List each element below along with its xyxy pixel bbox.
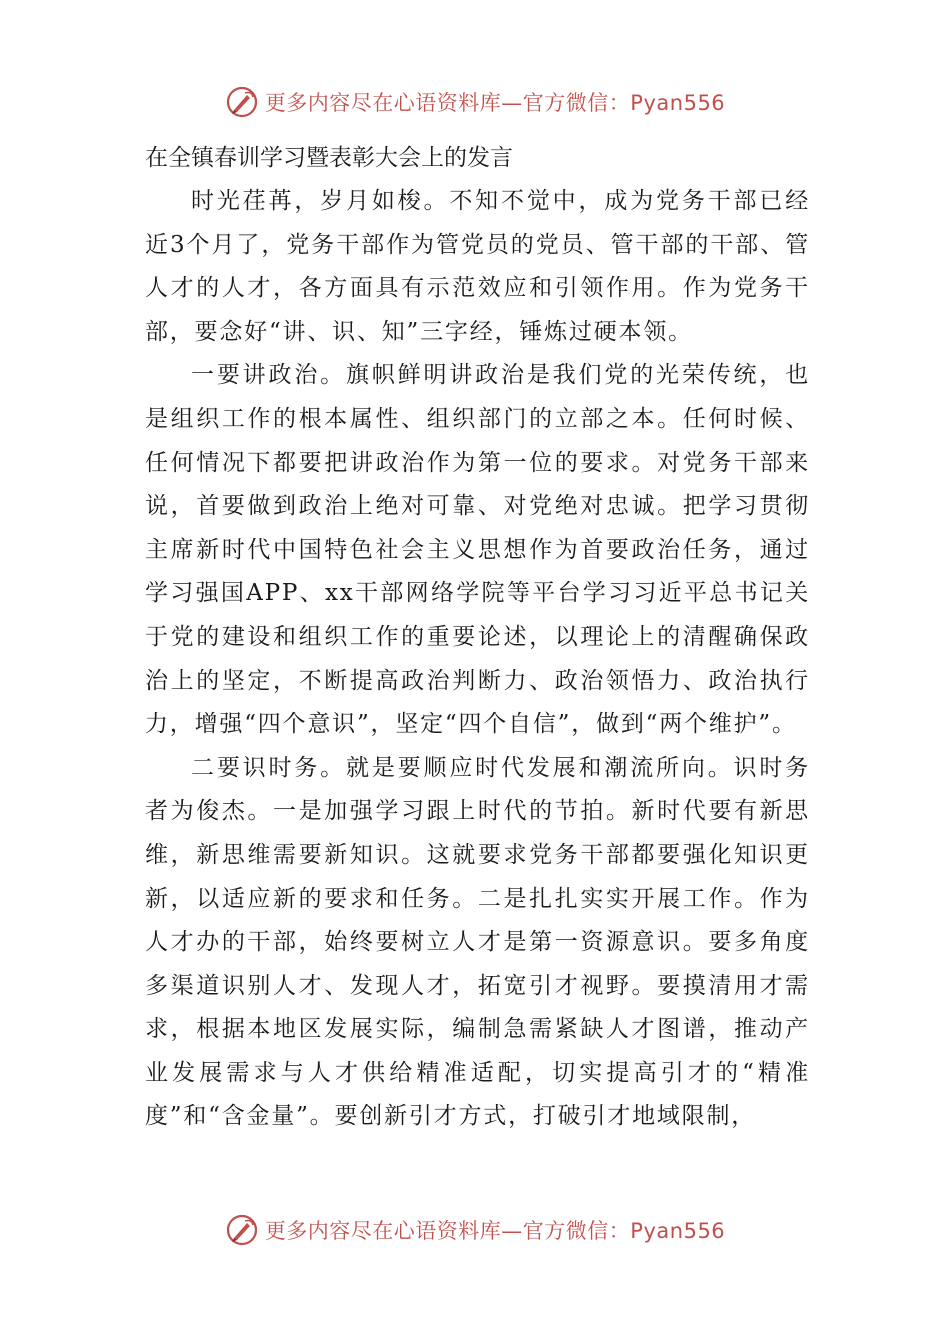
watermark-footer xyxy=(0,1210,950,1250)
document-title: 在全镇春训学习暨表彰大会上的发言 xyxy=(145,145,513,171)
watermark-text: 更多内容尽在心语资料库—官方微信：Pyan556 xyxy=(264,91,726,115)
document-body xyxy=(145,136,810,1139)
paragraph-current-affairs: 二要识时务。就是要顺应时代发展和潮流所向。识时务者为俊杰。一是加强学习跟上时代的节拍。新时代要有新思维，新思维需要新知识。这就要求党务干部都要强化知识更新，以适应新的要求和任务。二是扎扎实实开展工作。作为人才办的干部，始终要树立人才是第一资源意识。要多角度多渠道识别人才、发现人才，拓宽引才视野。要摸清用才需求，根据本地区发展实际，编制急需紧缺人才图谱，推动产业发展需求与人才供给精准适配，切实提高引才的“精准度”和“含金量”。要创新引才方式，打破引才地域限制， xyxy=(145,754,810,1130)
watermark-text: 更多内容尽在心语资料库—官方微信：Pyan556 xyxy=(264,1219,726,1243)
paragraph-intro: 时光荏苒，岁月如梭。不知不觉中，成为党务干部已经近3个月了，党务干部作为管党员的党员、管干部的干部、管人才的人才，各方面具有示范效应和引领作用。作为党务干部，要念好“讲、识、知”三字经，锤炼过硬本领。 xyxy=(145,188,810,345)
pen-logo-icon xyxy=(225,85,259,119)
paragraph-politics: 一要讲政治。旗帜鲜明讲政治是我们党的光荣传统，也是组织工作的根本属性、组织部门的立部之本。任何时候、任何情况下都要把讲政治作为第一位的要求。对党务干部来说，首要做到政治上绝对可靠、对党绝对忠诚。把学习贯彻主席新时代中国特色社会主义思想作为首要政治任务，通过学习强国APP、xx干部网络学院等平台学习习近平总书记关于党的建设和组织工作的重要论述，以理论上的清醒确保政治上的坚定，不断提高政治判断力、政治领悟力、政治执行力，增强“四个意识”，坚定“四个自信”，做到“两个维护”。 xyxy=(145,362,810,738)
watermark-header xyxy=(0,82,950,122)
pen-logo-icon xyxy=(225,1213,259,1247)
